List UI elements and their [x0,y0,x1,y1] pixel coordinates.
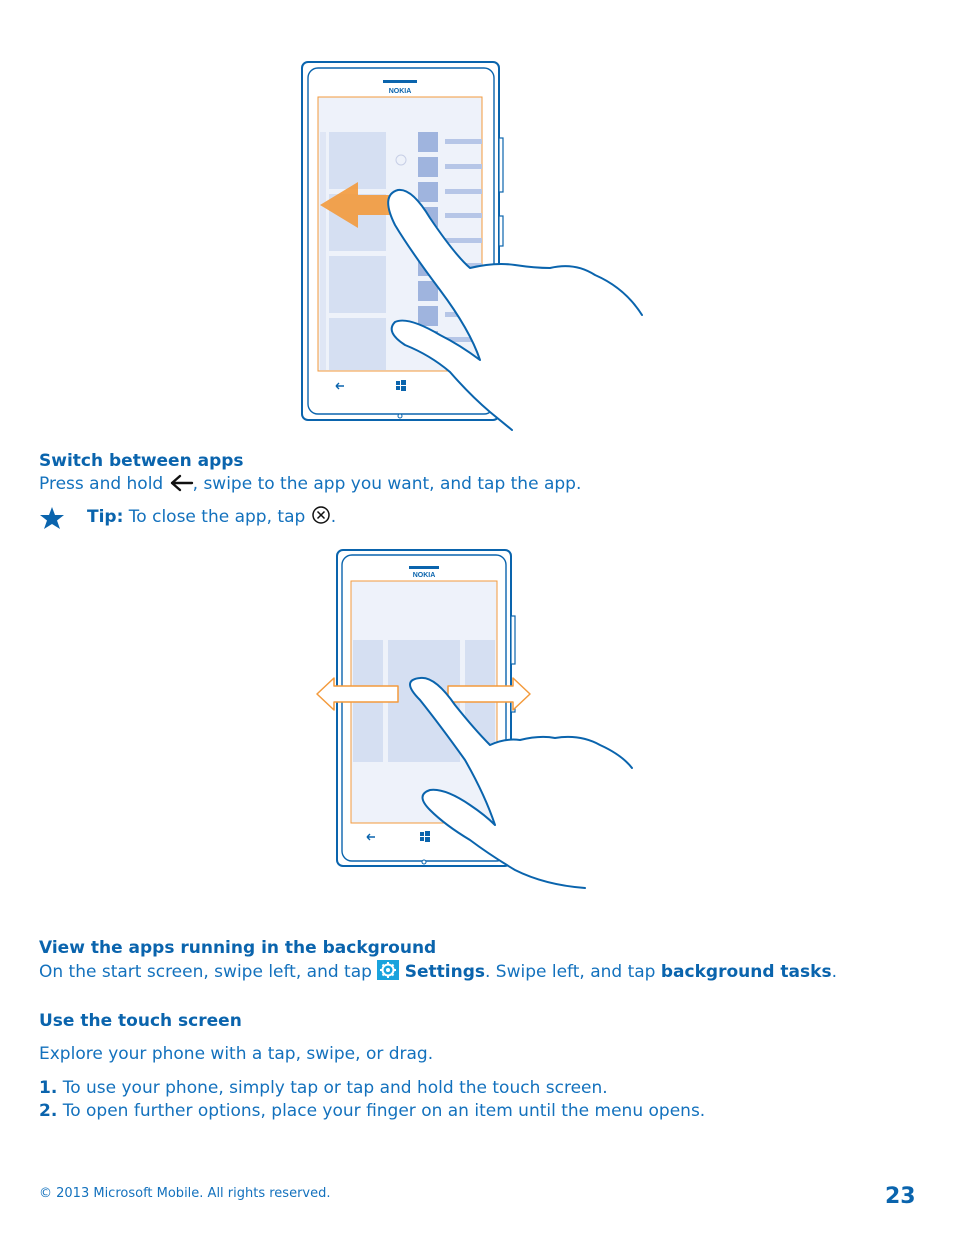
illustration-background-apps [0,540,954,900]
background-apps-instruction: On the start screen, swipe left, and tap Settings. Swipe left, and tap background tasks. [39,962,837,982]
tip-close-app: Tip: To close the app, tap . [87,507,337,527]
settings-gear-icon [377,960,399,980]
star-icon [39,506,65,530]
heading-touch-screen: Use the touch screen [39,1011,242,1031]
heading-background-apps: View the apps running in the background [39,938,437,958]
copyright: © 2013 Microsoft Mobile. All rights reserved. [39,1186,331,1201]
nokia-logo: NOKIA [412,572,436,579]
close-circle-icon [311,505,331,525]
back-arrow-icon [169,474,193,492]
touch-screen-intro: Explore your phone with a tap, swipe, or drag. [39,1044,434,1064]
switch-apps-instruction: Press and hold , swipe to the app you want, and tap the app. [39,474,582,494]
heading-switch-apps: Switch between apps [39,451,244,471]
nokia-logo: NOKIA [388,88,412,95]
list-item: 1. To use your phone, simply tap or tap and hold the touch screen. [39,1078,608,1098]
page-number: 23 [885,1184,916,1209]
list-item: 2. To open further options, place your finger on an item until the menu opens. [39,1101,706,1121]
illustration-switch-apps [0,0,954,440]
